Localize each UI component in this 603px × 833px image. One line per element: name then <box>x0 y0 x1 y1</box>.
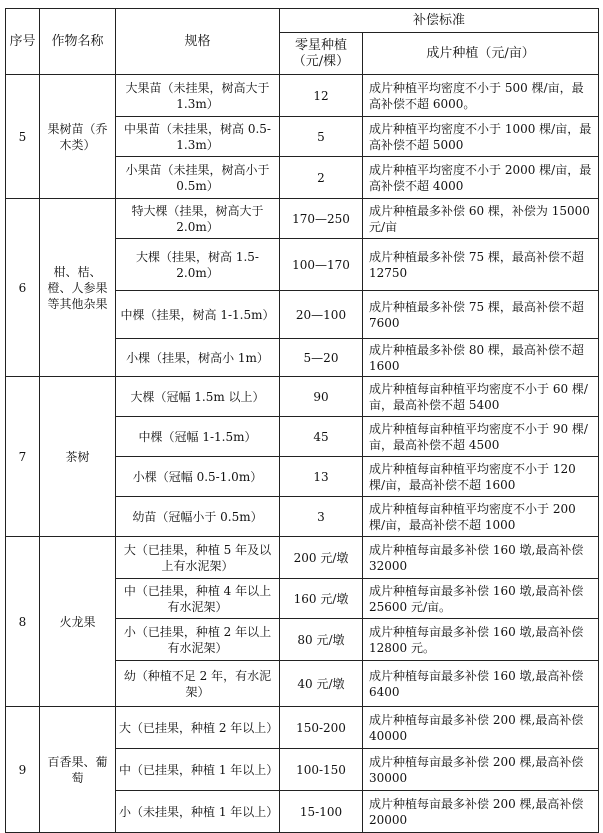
full-cell: 成片种植每亩种植平均密度不小于 120 棵/亩，最高补偿不超 1600 <box>363 457 599 497</box>
group-crop: 果树苗（乔木类） <box>40 75 116 199</box>
scattered-cell: 40 元/墩 <box>280 661 363 707</box>
table-row <box>6 707 599 749</box>
spec-cell: 小棵（挂果，树高小 1m） <box>116 339 280 377</box>
scattered-cell: 200 元/墩 <box>280 537 363 579</box>
spec-cell: 大（已挂果，种植 5 年及以上有水泥架） <box>116 537 280 579</box>
scattered-cell: 100—170 <box>280 239 363 291</box>
full-cell: 成片种植最多补偿 75 棵，最高补偿不超 12750 <box>363 239 599 291</box>
group-index: 5 <box>6 75 40 199</box>
group-crop: 百香果、葡萄 <box>40 707 116 833</box>
scattered-cell: 3 <box>280 497 363 537</box>
full-cell: 成片种植每亩种植平均密度不小于 60 棵/亩，最高补偿不超 5400 <box>363 377 599 417</box>
scattered-cell: 80 元/墩 <box>280 619 363 661</box>
spec-cell: 中棵（挂果，树高 1-1.5m） <box>116 291 280 339</box>
group-index: 9 <box>6 707 40 833</box>
scattered-cell: 5 <box>280 117 363 157</box>
full-cell: 成片种植每亩最多补偿 160 墩,最高补偿 6400 <box>363 661 599 707</box>
spec-cell: 大棵（挂果，树高 1.5-2.0m） <box>116 239 280 291</box>
scattered-cell: 45 <box>280 417 363 457</box>
header-crop: 作物名称 <box>40 9 116 75</box>
scattered-cell: 150-200 <box>280 707 363 749</box>
spec-cell: 中棵（冠幅 1-1.5m） <box>116 417 280 457</box>
spec-cell: 小棵（冠幅 0.5-1.0m） <box>116 457 280 497</box>
group-index: 7 <box>6 377 40 537</box>
spec-cell: 幼（种植不足 2 年，有水泥架） <box>116 661 280 707</box>
header-scattered: 零星种植（元/棵） <box>280 33 363 75</box>
full-cell: 成片种植平均密度不小于 2000 棵/亩，最高补偿不超 4000 <box>363 157 599 199</box>
full-cell: 成片种植最多补偿 75 棵，最高补偿不超 7600 <box>363 291 599 339</box>
full-cell: 成片种植每亩种植平均密度不小于 200 棵/亩，最高补偿不超 1000 <box>363 497 599 537</box>
table-row <box>6 377 599 417</box>
spec-cell: 幼苗（冠幅小于 0.5m） <box>116 497 280 537</box>
group-index: 8 <box>6 537 40 707</box>
full-cell: 成片种植平均密度不小于 1000 棵/亩，最高补偿不超 5000 <box>363 117 599 157</box>
spec-cell: 大果苗（未挂果，树高大于 1.3m） <box>116 75 280 117</box>
group-index: 6 <box>6 199 40 377</box>
spec-cell: 小（未挂果，种植 1 年以上） <box>116 791 280 833</box>
scattered-cell: 20—100 <box>280 291 363 339</box>
scattered-cell: 5—20 <box>280 339 363 377</box>
spec-cell: 中（已挂果，种植 1 年以上） <box>116 749 280 791</box>
scattered-cell: 13 <box>280 457 363 497</box>
header-full: 成片种植（元/亩） <box>363 33 599 75</box>
header-standard: 补偿标准 <box>280 9 599 33</box>
scattered-cell: 15-100 <box>280 791 363 833</box>
full-cell: 成片种植每亩最多补偿 200 棵,最高补偿 40000 <box>363 707 599 749</box>
spec-cell: 特大棵（挂果，树高大于 2.0m） <box>116 199 280 239</box>
full-cell: 成片种植每亩最多补偿 160 墩,最高补偿 25600 元/亩。 <box>363 579 599 619</box>
table-row <box>6 199 599 239</box>
full-cell: 成片种植每亩最多补偿 200 棵,最高补偿 30000 <box>363 749 599 791</box>
scattered-cell: 170—250 <box>280 199 363 239</box>
group-crop: 火龙果 <box>40 537 116 707</box>
group-crop: 柑、桔、橙、人参果等其他杂果 <box>40 199 116 377</box>
scattered-cell: 2 <box>280 157 363 199</box>
compensation-table <box>5 8 599 833</box>
spec-cell: 大棵（冠幅 1.5m 以上） <box>116 377 280 417</box>
full-cell: 成片种植每亩最多补偿 200 棵,最高补偿 20000 <box>363 791 599 833</box>
full-cell: 成片种植最多补偿 80 棵，最高补偿不超 1600 <box>363 339 599 377</box>
group-crop: 茶树 <box>40 377 116 537</box>
full-cell: 成片种植每亩最多补偿 160 墩,最高补偿 32000 <box>363 537 599 579</box>
table-row <box>6 75 599 117</box>
spec-cell: 小（已挂果，种植 2 年以上有水泥架） <box>116 619 280 661</box>
spec-cell: 小果苗（未挂果，树高小于 0.5m） <box>116 157 280 199</box>
scattered-cell: 100-150 <box>280 749 363 791</box>
spec-cell: 大（已挂果，种植 2 年以上） <box>116 707 280 749</box>
scattered-cell: 90 <box>280 377 363 417</box>
header-spec: 规格 <box>116 9 280 75</box>
full-cell: 成片种植每亩种植平均密度不小于 90 棵/亩，最高补偿不超 4500 <box>363 417 599 457</box>
full-cell: 成片种植平均密度不小于 500 棵/亩，最高补偿不超 6000。 <box>363 75 599 117</box>
scattered-cell: 12 <box>280 75 363 117</box>
full-cell: 成片种植每亩最多补偿 160 墩,最高补偿 12800 元。 <box>363 619 599 661</box>
spec-cell: 中果苗（未挂果，树高 0.5-1.3m） <box>116 117 280 157</box>
header-index: 序号 <box>6 9 40 75</box>
full-cell: 成片种植最多补偿 60 棵，补偿为 15000 元/亩 <box>363 199 599 239</box>
spec-cell: 中（已挂果，种植 4 年以上有水泥架） <box>116 579 280 619</box>
scattered-cell: 160 元/墩 <box>280 579 363 619</box>
table-row <box>6 537 599 579</box>
